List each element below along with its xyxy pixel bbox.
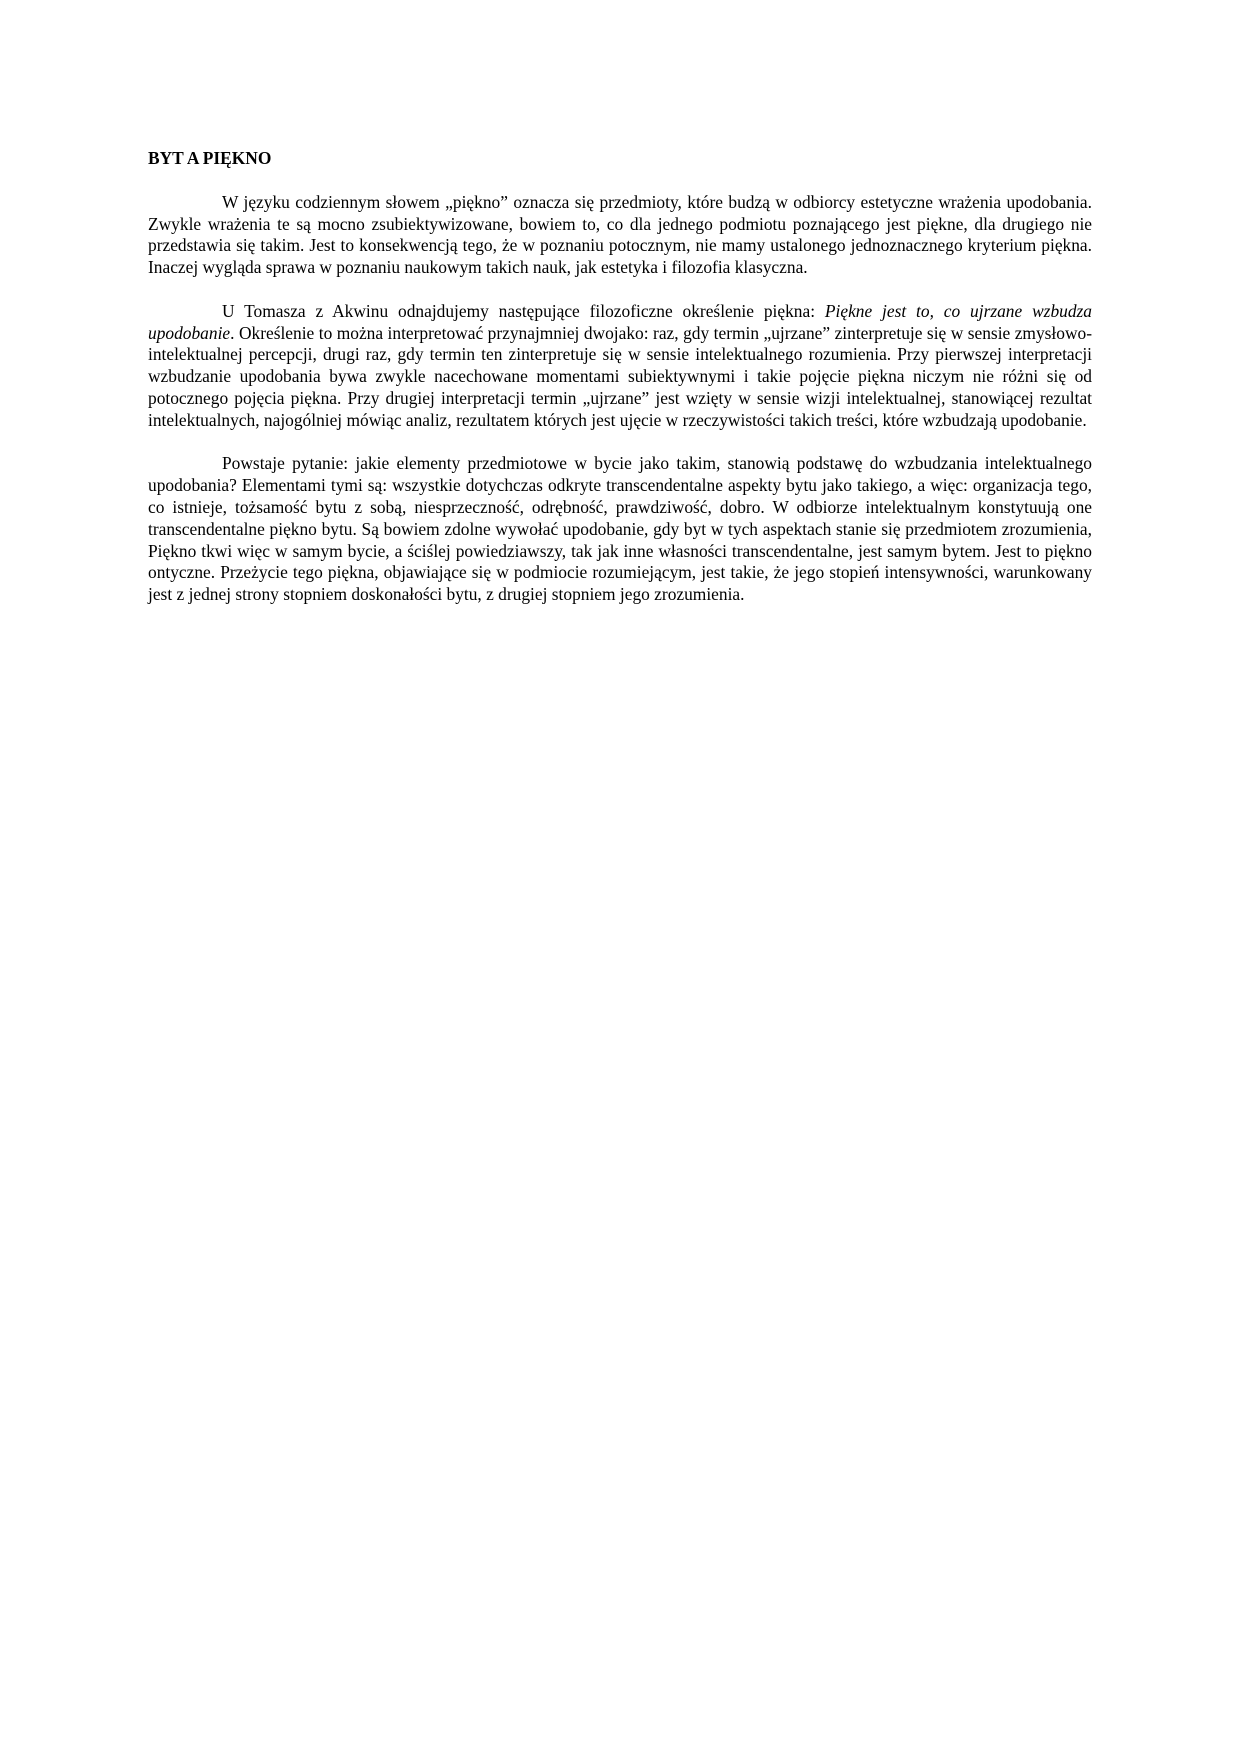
paragraph-2-intro: U Tomasza z Akwinu odnajdujemy następujące filozoficzne określenie piękna:	[222, 300, 825, 321]
paragraph-2-body: . Określenie to można interpretować przynajmniej dwojako: raz, gdy termin „ujrzane” zinterpretuje się w sensie zmysłowo-intelektualnej percepcji, drugi raz, gdy termin ten zinterpretuje się w sensie intelektualnego rozumienia. Przy pierwszej interpretacji wzbudzanie upodobania bywa zwykle nacechowane momentami subiektywnymi i takie pojęcie piękna niczym nie różni się od potocznego pojęcia piękna. Przy drugiej interpretacji termin „ujrzane” jest wzięty w sensie wizji intelektualnej, stanowiącej rezultat intelektualnych, najogólniej mówiąc analiz, rezultatem których jest ujęcie w rzeczywistości takich treści, które wzbudzają upodobanie.	[148, 322, 1092, 430]
paragraph-2	[148, 301, 1092, 432]
document-title: BYT A PIĘKNO	[148, 148, 272, 168]
paragraph-2-quote: Piękne jest to, co ujrzane wzbudza upodobanie	[148, 300, 1092, 343]
paragraph-1: W języku codziennym słowem „piękno” oznacza się przedmioty, które budzą w odbiorcy estetyczne wrażenia upodobania. Zwykle wrażenia te są mocno zsubiektywizowane, bowiem to, co dla jednego podmiotu poznającego jest piękne, dla drugiego nie przedstawia się takim. Jest to konsekwencją tego, że w poznaniu potocznym, nie mamy ustalonego jednoznacznego kryterium piękna. Inaczej wygląda sprawa w poznaniu naukowym takich nauk, jak estetyka i filozofia klasyczna.	[148, 191, 1092, 278]
paragraph-3: Powstaje pytanie: jakie elementy przedmiotowe w bycie jako takim, stanowią podstawę do wzbudzania intelektualnego upodobania? Elementami tymi są: wszystkie dotychczas odkryte transcendentalne aspekty bytu jako takiego, a więc: organizacja tego, co istnieje, tożsamość bytu z sobą, niesprzeczność, odrębność, prawdziwość, dobro. W odbiorze intelektualnym konstytuują one transcendentalne piękno bytu. Są bowiem zdolne wywołać upodobanie, gdy byt w tych aspektach stanie się przedmiotem zrozumienia, Piękno tkwi więc w samym bycie, a ściślej powiedziawszy, tak jak inne własności transcendentalne, jest samym bytem. Jest to piękno ontyczne. Przeżycie tego piękna, objawiające się w podmiocie rozumiejącym, jest takie, że jego stopień intensywności, warunkowany jest z jednej strony stopniem doskonałości bytu, z drugiej stopniem jego zrozumienia.	[148, 453, 1092, 605]
document-page	[148, 148, 1092, 628]
